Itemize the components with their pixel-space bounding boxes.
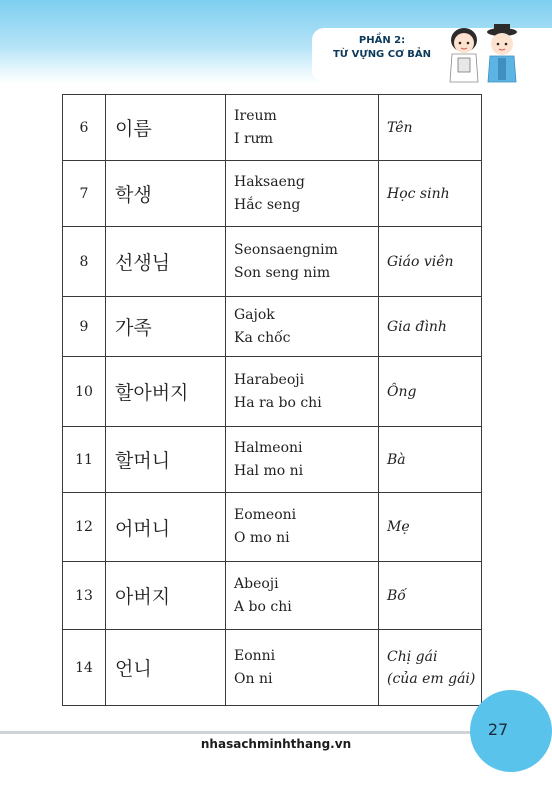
page-number: 27	[487, 720, 509, 739]
romanization: Gajok	[234, 306, 275, 323]
table-row	[63, 227, 482, 297]
vietnamese-pronunciation: Ha ra bo chi	[234, 394, 322, 411]
vietnamese-pronunciation: A bo chi	[234, 598, 292, 615]
footer-website: nhasachminhthang.vn	[200, 737, 352, 751]
romanization: Halmeoni	[234, 439, 303, 456]
pronunciation-cell	[226, 297, 379, 357]
meaning-cell	[379, 630, 482, 706]
mascot-illustration-icon	[440, 22, 530, 84]
section-title	[322, 34, 442, 62]
footer-divider	[0, 731, 476, 734]
meaning: Chị gái	[387, 648, 438, 665]
pronunciation-cell	[226, 357, 379, 427]
meaning: Ông	[379, 357, 482, 427]
row-number: 9	[63, 297, 106, 357]
vietnamese-pronunciation: Hal mo ni	[234, 462, 304, 479]
section-label: PHẦN 2:	[358, 35, 406, 46]
korean-word: 할머니	[106, 427, 226, 493]
table-row	[63, 357, 482, 427]
table-row	[63, 493, 482, 562]
vietnamese-pronunciation: O mo ni	[234, 530, 290, 546]
row-number: 12	[63, 493, 106, 562]
meaning: Học sinh	[379, 161, 482, 227]
pronunciation-cell	[226, 630, 379, 706]
table-row	[63, 630, 482, 706]
korean-word: 가족	[106, 297, 226, 357]
meaning: Bố	[379, 562, 482, 630]
vocabulary-table	[62, 94, 482, 706]
korean-word: 선생님	[106, 227, 226, 297]
meaning: Bà	[379, 427, 482, 493]
vietnamese-pronunciation: On ni	[234, 670, 273, 687]
meaning: Tên	[379, 95, 482, 161]
pronunciation-cell	[226, 493, 379, 562]
row-number: 14	[63, 630, 106, 706]
row-number: 10	[63, 357, 106, 427]
table-row	[63, 95, 482, 161]
meaning: Mẹ	[379, 493, 482, 562]
korean-word: 학생	[106, 161, 226, 227]
row-number: 7	[63, 161, 106, 227]
romanization: Eonni	[234, 647, 276, 664]
table-row	[63, 427, 482, 493]
pronunciation-cell	[226, 427, 379, 493]
korean-word: 할아버지	[106, 357, 226, 427]
pronunciation-cell	[226, 227, 379, 297]
vietnamese-pronunciation: Son seng nim	[234, 264, 331, 281]
romanization: Seonsaengnim	[234, 241, 338, 258]
row-number: 6	[63, 95, 106, 161]
table-row	[63, 562, 482, 630]
table-row	[63, 161, 482, 227]
korean-word: 이름	[106, 95, 226, 161]
vietnamese-pronunciation: Ka chốc	[234, 329, 291, 346]
table-row	[63, 297, 482, 357]
korean-word: 어머니	[106, 493, 226, 562]
row-number: 11	[63, 427, 106, 493]
vietnamese-pronunciation: Hắc seng	[234, 196, 301, 213]
row-number: 13	[63, 562, 106, 630]
romanization: Eomeoni	[234, 507, 297, 523]
meaning: Gia đình	[379, 297, 482, 357]
romanization: Haksaeng	[234, 173, 305, 190]
meaning: Giáo viên	[379, 227, 482, 297]
korean-word: 아버지	[106, 562, 226, 630]
korean-word: 언니	[106, 630, 226, 706]
pronunciation-cell	[226, 95, 379, 161]
romanization: Ireum	[234, 107, 277, 124]
section-heading: TỪ VỰNG CƠ BẢN	[332, 49, 432, 60]
pronunciation-cell	[226, 562, 379, 630]
romanization: Abeoji	[234, 575, 279, 592]
vietnamese-pronunciation: I rưm	[234, 130, 273, 147]
romanization: Harabeoji	[234, 371, 305, 388]
pronunciation-cell	[226, 161, 379, 227]
row-number: 8	[63, 227, 106, 297]
meaning-note: (của em gái)	[387, 670, 476, 687]
